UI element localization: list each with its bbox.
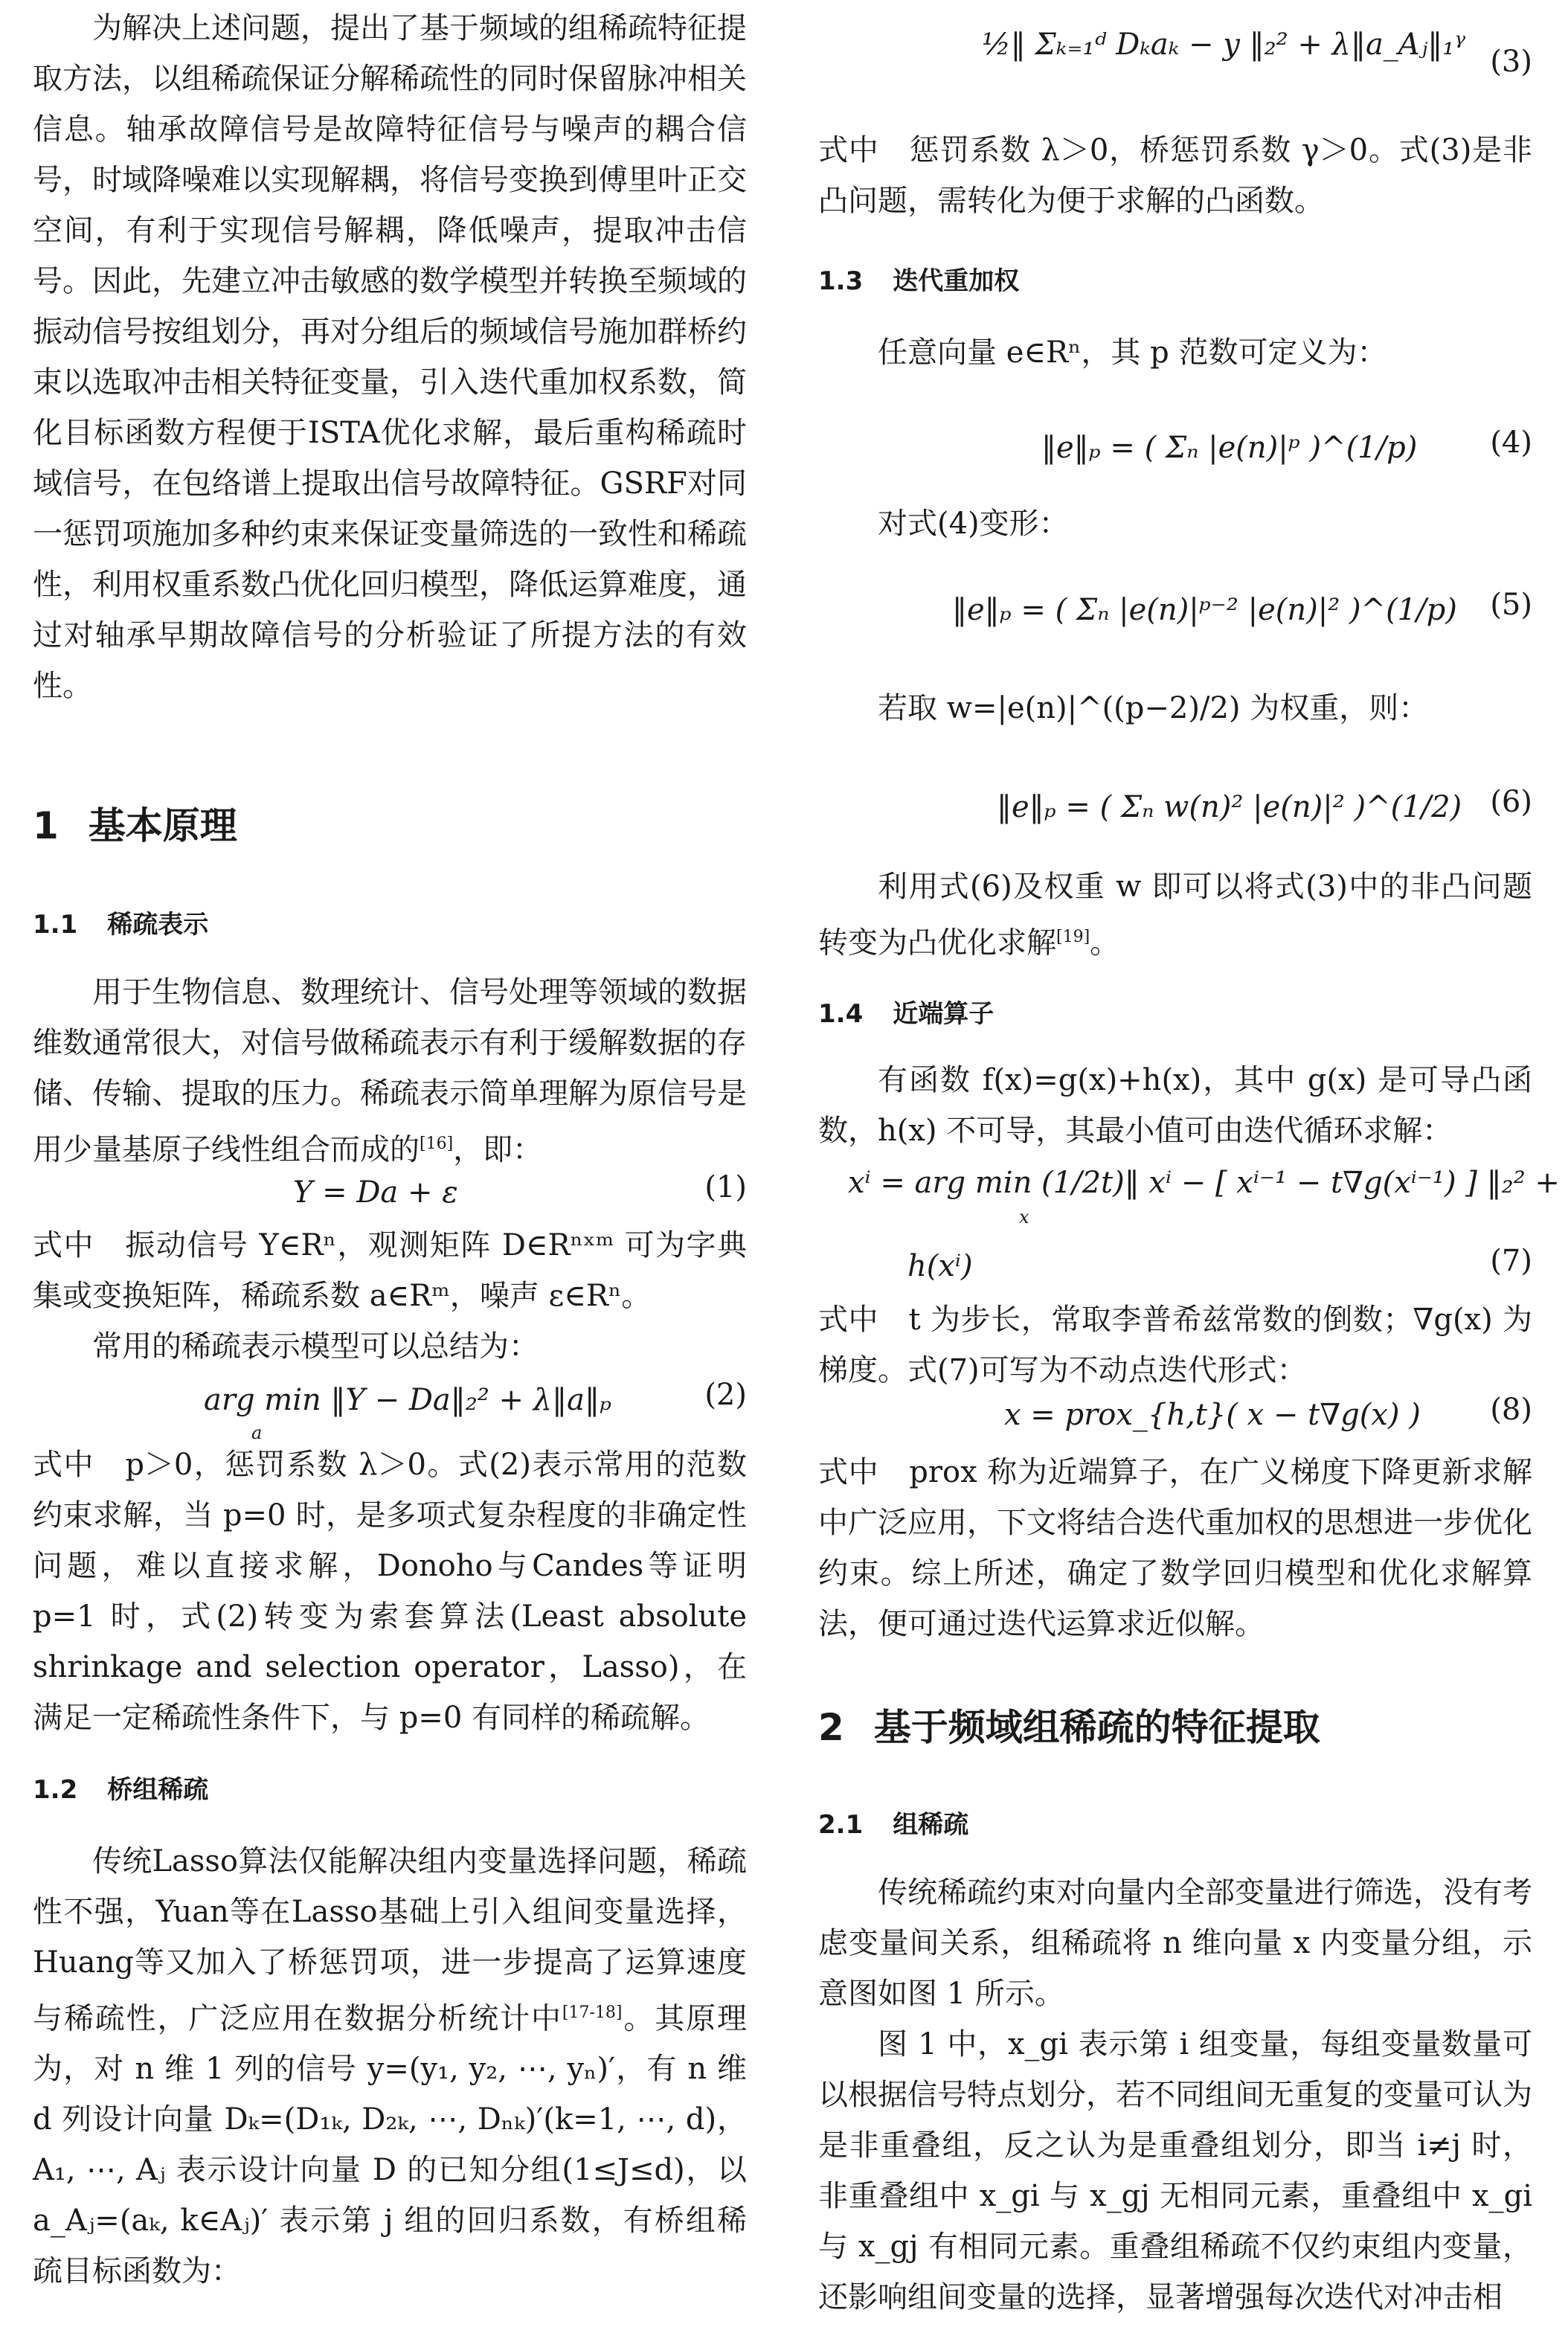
equation-4: ‖e‖ₚ = ( Σₙ |e(n)|ᵖ )^(1/p) <box>1041 431 1418 465</box>
intro-text: 为解决上述问题，提出了基于频域的组稀疏特征提取方法，以组稀疏保证分解稀疏性的同时保留脉冲相关信息。轴承故障信号是故障特征信号与噪声的耦合信号，时域降噪难以实现解耦，将信号变换到傅里叶正交空间，有利于实现信号解耦，降低噪声，提取冲击信号。因此，先建立冲击敏感的数学模型并转换至频域的振动信号按组划分，再对分组后的频域信号施加群桥约束以选取冲击相关特征变量，引入迭代重加权系数，简化目标函数方程便于ISTA优化求解，最后重构稀疏时域信号，在包络谱上提取出信号故障特征。GSRF对同一惩罚项施加多种约束来保证变量筛选的一致性和稀疏性，利用权重系数凸优化回归模型，降低运算难度，通过对轴承早期故障信号的分析验证了所提方法的有效性。 <box>33 11 747 703</box>
section-2-1-heading: 2.1 组稀疏 <box>818 1810 969 1840</box>
section-1-3-heading: 1.3 迭代重加权 <box>818 266 1020 296</box>
intro-paragraph <box>33 3 747 711</box>
equation-3-number: (3) <box>1490 45 1532 79</box>
equation-2: arg min ‖Y − Da‖₂² + λ‖a‖ₚ a <box>204 1383 611 1443</box>
citation: [17-18] <box>562 2003 623 2022</box>
eq8-explanation: 式中 prox 称为近端算子，在广义梯度下降更新求解中广泛应用，下文将结合迭代重加权的思想进一步优化约束。综上所述，确定了数学回归模型和优化求解算法，便可通过迭代运算求近似解。 <box>818 1455 1532 1641</box>
section-1-1-paragraph: 用于生物信息、数理统计、信号处理等领域的数据维数通常很大，对信号做稀疏表示有利于缓解数据的存储、传输、提取的压力。稀疏表示简单理解为原信号是用少量基原子线性组合而成的[16]，即： <box>33 975 747 1167</box>
section-1-3-intro: 任意向量 e∈Rⁿ，其 p 范数可定义为： <box>878 336 1387 370</box>
equation-6-number: (6) <box>1490 785 1532 819</box>
citation: [19] <box>1056 928 1090 946</box>
equation-3: ½‖ Σₖ₌₁ᵈ Dₖaₖ − y ‖₂² + λ‖a_Aⱼ‖₁ᵞ <box>982 28 1466 62</box>
equation-6: ‖e‖ₚ = ( Σₙ w(n)² |e(n)|² )^(1/2) <box>997 790 1462 824</box>
citation: [16] <box>420 1135 454 1153</box>
equation-1: Y = Da + ε <box>293 1175 458 1210</box>
eq4-followup: 对式(4)变形： <box>878 507 1069 541</box>
equation-5: ‖e‖ₚ = ( Σₙ |e(n)|ᵖ⁻² |e(n)|² )^(1/p) <box>952 593 1457 627</box>
eq6-explanation: 利用式(6)及权重 w 即可以将式(3)中的非凸问题转变为凸优化求解[19]。 <box>818 870 1532 960</box>
p11-text: 用于生物信息、数理统计、信号处理等领域的数据维数通常很大，对信号做稀疏表示有利于缓解数据的存储、传输、提取的压力。稀疏表示简单理解为原信号是用少量基原子线性组合而成的 <box>33 975 747 1167</box>
section-1-2-paragraph: 传统Lasso算法仅能解决组内变量选择问题，稀疏性不强，Yuan等在Lasso基础上引入组间变量选择，Huang等又加入了桥惩罚项，进一步提高了运算速度与稀疏性，广泛应用在数据分析统计中[17-18]。其原理为，对 n 维 1 列的信号 y=(y₁, y₂, ⋯, yₙ)′，有 n 维 d 列设计向量 Dₖ=(D₁ₖ, D₂ₖ, ⋯, Dₙₖ)′(k=1, ⋯, d)，A₁, ⋯, Aⱼ 表示设计向量 D 的已知分组(1≤J≤d)，以 a_Aⱼ=(aₖ, k∈Aⱼ)′ 表示第 j 组的回归系数，有桥组稀疏目标函数为： <box>33 1844 748 2289</box>
section-1-heading: 1 基本原理 <box>33 804 237 847</box>
section-1-4-heading: 1.4 近端算子 <box>818 999 995 1029</box>
section-2-heading: 2 基于频域组稀疏的特征提取 <box>818 1706 1320 1749</box>
section-1-1-heading: 1.1 稀疏表示 <box>33 910 209 940</box>
equation-2-number: (2) <box>704 1378 747 1412</box>
section-1-4-paragraph: 有函数 f(x)=g(x)+h(x)，其中 g(x) 是可导凸函数，h(x) 不可导，其最小值可由迭代循环求解： <box>818 1063 1532 1148</box>
eq3-explanation: 式中 惩罚系数 λ＞0，桥惩罚系数 γ＞0。式(3)是非凸问题，需转化为便于求解的凸函数。 <box>818 133 1532 218</box>
weight-definition: 若取 w=|e(n)|^((p−2)/2) 为权重，则： <box>878 691 1429 725</box>
equation-7-number: (7) <box>1490 1244 1532 1278</box>
equation-7-continued: h(xⁱ) <box>907 1249 973 1283</box>
eq2-explanation: 式中 p＞0，惩罚系数 λ＞0。式(2)表示常用的范数约束求解，当 p=0 时，是多项式复杂程度的非确定性问题，难以直接求解，Donoho与Candes等证明 p=1 时，式(2)转变为索套算法(Least absolute shrinkage and selection operator，Lasso)，在满足一定稀疏性条件下，与 p=0 有同样的稀疏解。 <box>33 1448 747 1735</box>
section-2-1-paragraph: 传统稀疏约束对向量内全部变量进行筛选，没有考虑变量间关系，组稀疏将 n 维向量 x 内变量分组，示意图如图 1 所示。 图 1 中，x_gi 表示第 i 组变量，每组变量数量可以根据信号特点划分，若不同组间无重复的变量可认为是非重叠组，反之认为是重叠组划分，即当 i≠j 时，非重叠组中 x_gi 与 x_gj 无相同元素，重叠组中 x_gi 与 x_gj 有相同元素。重叠组稀疏不仅约束组内变量，还影响组间变量的选择，显著增强每次迭代对冲击相 <box>818 1875 1532 2314</box>
equation-7: xⁱ = arg min (1/2t)‖ xⁱ − [ xⁱ⁻¹ − t∇g(xⁱ⁻¹) ] ‖₂² + x <box>848 1166 1560 1228</box>
equation-5-number: (5) <box>1490 588 1532 622</box>
section-1-2-heading: 1.2 桥组稀疏 <box>33 1775 209 1805</box>
eq1-explanation: 式中 振动信号 Y∈Rⁿ，观测矩阵 D∈Rⁿˣᵐ 可为字典集或变换矩阵，稀疏系数 a∈Rᵐ，噪声 ε∈Rⁿ。 常用的稀疏表示模型可以总结为： <box>33 1228 747 1364</box>
equation-8: x = prox_{h,t}( x − t∇g(x) ) <box>1004 1398 1421 1432</box>
eq7-explanation: 式中 t 为步长，常取李普希兹常数的倒数；∇g(x) 为梯度。式(7)可写为不动点迭代形式： <box>818 1303 1532 1387</box>
equation-8-number: (8) <box>1490 1393 1532 1427</box>
equation-1-number: (1) <box>704 1170 747 1204</box>
equation-4-number: (4) <box>1490 426 1532 460</box>
